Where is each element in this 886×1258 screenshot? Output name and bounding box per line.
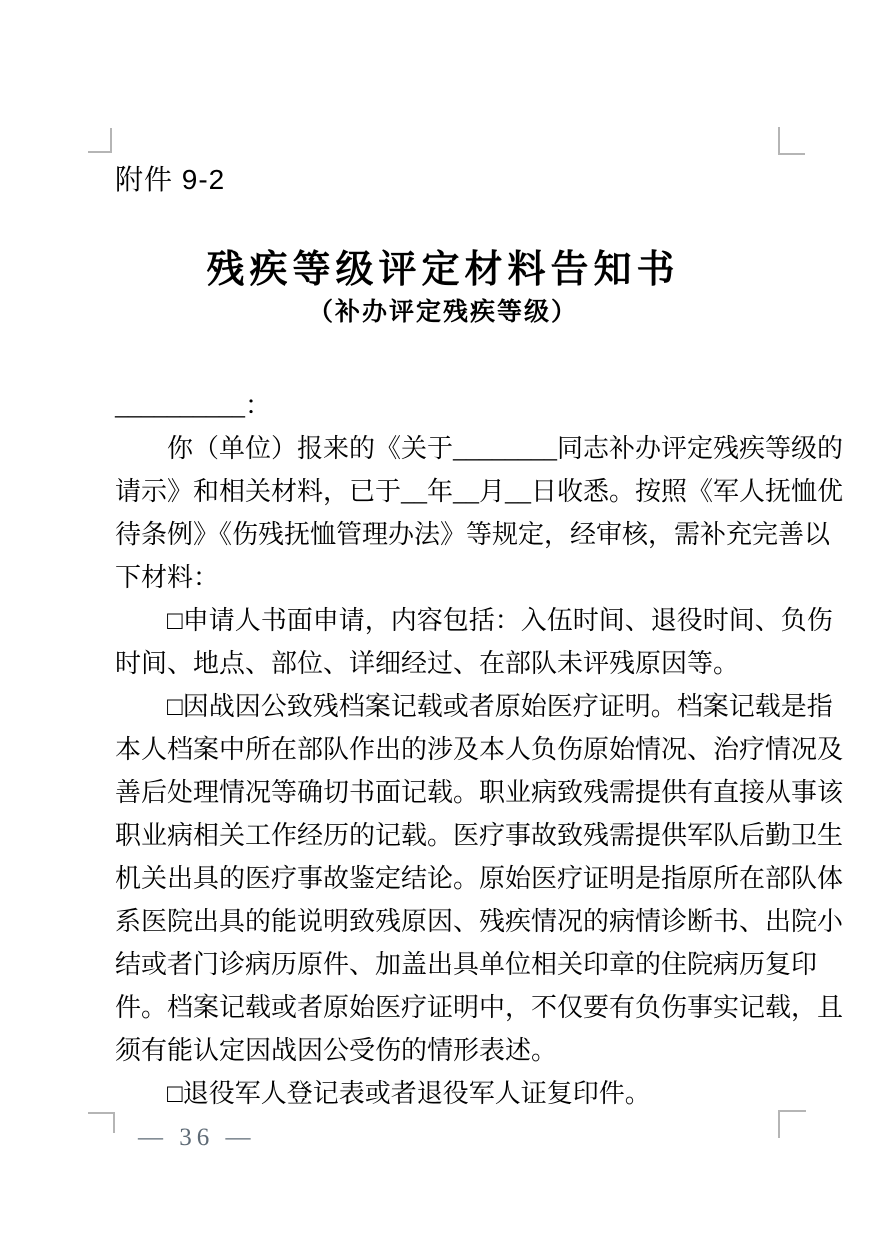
crop-mark-bottom-left xyxy=(88,1112,115,1133)
checklist-item-line: □申请人书面申请，内容包括：入伍时间、退役时间、负伤 xyxy=(167,606,833,635)
body-line: 待条例》《伤残抚恤管理办法》等规定，经审核，需补充完善以 xyxy=(115,520,831,549)
checklist-item-line: □因战因公致残档案记载或者原始医疗证明。档案记载是指 xyxy=(167,692,833,721)
salutation-blank-line: __________： xyxy=(115,391,272,420)
body-line: 下材料： xyxy=(115,563,220,592)
body-line: 善后处理情况等确切书面记载。职业病致残需提供有直接从事该 xyxy=(115,778,844,807)
body-line: 职业病相关工作经历的记载。医疗事故致残需提供军队后勤卫生 xyxy=(115,821,844,850)
body-line: 本人档案中所在部队作出的涉及本人负伤原始情况、治疗情况及 xyxy=(115,735,844,764)
body-line: 结或者门诊病历原件、加盖出具单位相关印章的住院病历复印 xyxy=(115,950,818,979)
checklist-item-line: □退役军人登记表或者退役军人证复印件。 xyxy=(167,1079,651,1108)
page-number: — 36 — xyxy=(138,1124,256,1151)
body-line: 系医院出具的能说明致残原因、残疾情况的病情诊断书、出院小 xyxy=(115,907,844,936)
document-title: 残疾等级评定材料告知书 xyxy=(206,249,680,291)
body-line: 你（单位）报来的《关于________同志补办评定残疾等级的 xyxy=(167,434,844,463)
crop-mark-top-right xyxy=(778,127,805,155)
body-line: 件。档案记载或者原始医疗证明中，不仅要有负伤事实记载，且 xyxy=(115,993,844,1022)
document-body xyxy=(115,384,844,1115)
body-line: 时间、地点、部位、详细经过、在部队未评残原因等。 xyxy=(115,649,740,678)
attachment-label: 附件 9-2 xyxy=(115,164,226,195)
body-line: 请示》和相关材料，已于__年__月__日收悉。按照《军人抚恤优 xyxy=(115,477,844,506)
body-line: 机关出具的医疗事故鉴定结论。原始医疗证明是指原所在部队体 xyxy=(115,864,844,893)
crop-mark-top-left xyxy=(88,128,112,153)
document-subtitle: （补办评定残疾等级） xyxy=(307,299,578,326)
body-line: 须有能认定因战因公受伤的情形表述。 xyxy=(115,1036,558,1065)
